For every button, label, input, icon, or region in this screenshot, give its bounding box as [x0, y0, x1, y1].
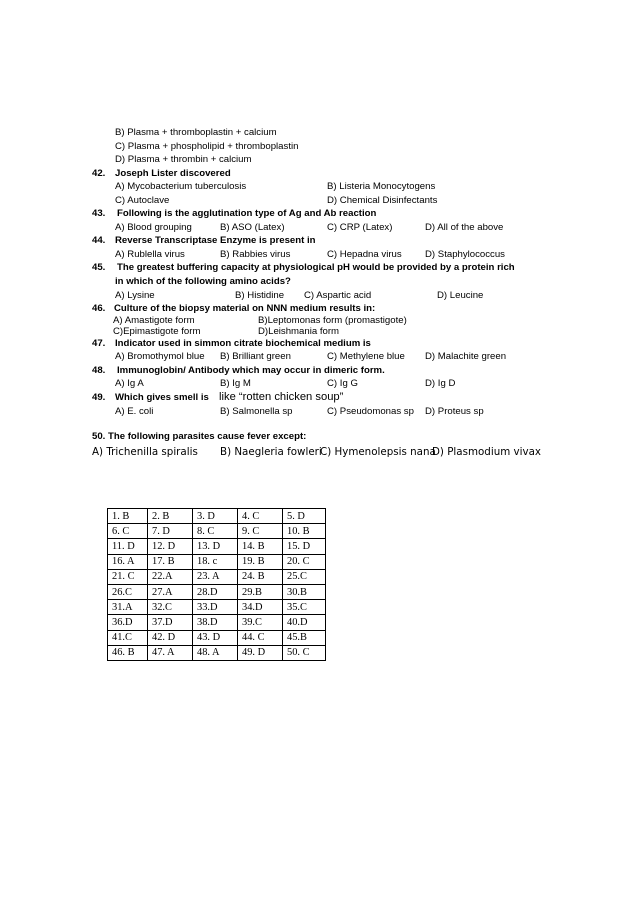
q45-text-line2: in which of the following amino acids? — [115, 276, 291, 287]
answer-key-cell: 13. D — [193, 539, 238, 554]
answer-key-row — [108, 539, 326, 554]
q45-option-b: B) Histidine — [235, 290, 285, 301]
answer-key-cell: 6. C — [108, 524, 148, 539]
answer-key-cell: 37.D — [148, 615, 193, 630]
answer-key-cell: 5. D — [283, 509, 326, 524]
answer-key-cell: 44. C — [238, 630, 283, 645]
answer-key-cell: 10. B — [283, 524, 326, 539]
answer-key-cell: 11. D — [108, 539, 148, 554]
answer-key-cell: 36.D — [108, 615, 148, 630]
q43-option-b: B) ASO (Latex) — [220, 222, 285, 233]
answer-key-cell: 18. c — [193, 554, 238, 569]
answer-key-row — [108, 630, 326, 645]
answer-key-cell: 50. C — [283, 645, 326, 660]
answer-key-row — [108, 600, 326, 615]
q45-option-c: C) Aspartic acid — [304, 290, 372, 301]
answer-key-cell: 4. C — [238, 509, 283, 524]
answer-key-cell: 41.C — [108, 630, 148, 645]
answer-key-cell: 34.D — [238, 600, 283, 615]
q41-option-b: B) Plasma + thromboplastin + calcium — [115, 127, 277, 138]
q49-option-a: A) E. coli — [115, 406, 154, 417]
answer-key-cell: 27.A — [148, 584, 193, 599]
answer-key-cell: 33.D — [193, 600, 238, 615]
q48-option-b: B) Ig M — [220, 378, 251, 389]
answer-key-cell: 7. D — [148, 524, 193, 539]
answer-key-cell: 17. B — [148, 554, 193, 569]
q43-text: Following is the agglutination type of Ag and Ab reaction — [117, 208, 377, 219]
answer-key-row — [108, 509, 326, 524]
q50-option-a: A) Trichenilla spiralis — [92, 446, 198, 458]
answer-key-cell: 48. A — [193, 645, 238, 660]
q46-option-b: B)Leptomonas form (promastigote) — [258, 315, 407, 326]
q44-option-b: B) Rabbies virus — [220, 249, 291, 260]
answer-key-cell: 35.C — [283, 600, 326, 615]
q46-option-c: C)Epimastigote form — [113, 326, 201, 337]
q49-option-b: B) Salmonella sp — [220, 406, 293, 417]
answer-key-cell: 24. B — [238, 569, 283, 584]
q48-option-c: C) Ig G — [327, 378, 358, 389]
answer-key-cell: 19. B — [238, 554, 283, 569]
answer-key-row — [108, 584, 326, 599]
q41-option-c: C) Plasma + phospholipid + thromboplastin — [115, 141, 299, 152]
q48-number: 48. — [92, 365, 106, 376]
q45-number: 45. — [92, 262, 106, 273]
answer-key-cell: 28.D — [193, 584, 238, 599]
answer-key-row — [108, 569, 326, 584]
q49-text-tail: like “rotten chicken soup” — [219, 391, 344, 403]
q45-text: The greatest buffering capacity at physiological pH would be provided by a protein rich — [117, 262, 515, 273]
answer-key-cell: 22.A — [148, 569, 193, 584]
answer-key-cell: 15. D — [283, 539, 326, 554]
answer-key-cell: 42. D — [148, 630, 193, 645]
answer-key-row — [108, 554, 326, 569]
q44-number: 44. — [92, 235, 106, 246]
answer-key-cell: 16. A — [108, 554, 148, 569]
answer-key-cell: 31.A — [108, 600, 148, 615]
q48-text: Immunoglobin/ Antibody which may occur in dimeric form. — [117, 365, 385, 376]
answer-key-cell: 21. C — [108, 569, 148, 584]
answer-key-cell: 8. C — [193, 524, 238, 539]
q42-text: Joseph Lister discovered — [115, 168, 231, 179]
answer-key-cell: 1. B — [108, 509, 148, 524]
answer-key-row — [108, 524, 326, 539]
q47-number: 47. — [92, 338, 106, 349]
answer-key-cell: 45.B — [283, 630, 326, 645]
answer-key-cell: 32.C — [148, 600, 193, 615]
q47-option-b: B) Brilliant green — [220, 351, 291, 362]
answer-key-cell: 14. B — [238, 539, 283, 554]
q47-option-c: C) Methylene blue — [327, 351, 405, 362]
q46-number: 46. — [92, 303, 106, 314]
answer-key-row — [108, 645, 326, 660]
answer-key-cell: 20. C — [283, 554, 326, 569]
q45-option-d: D) Leucine — [437, 290, 484, 301]
answer-key-cell: 39.C — [238, 615, 283, 630]
answer-key-row — [108, 615, 326, 630]
q49-number: 49. — [92, 392, 106, 403]
q49-option-d: D) Proteus sp — [425, 406, 484, 417]
q43-number: 43. — [92, 208, 106, 219]
answer-key-cell: 43. D — [193, 630, 238, 645]
answer-key-cell: 25.C — [283, 569, 326, 584]
q45-option-a: A) Lysine — [115, 290, 155, 301]
q42-option-c: C) Autoclave — [115, 195, 170, 206]
q43-option-c: C) CRP (Latex) — [327, 222, 393, 233]
q43-option-a: A) Blood grouping — [115, 222, 192, 233]
q49-option-c: C) Pseudomonas sp — [327, 406, 414, 417]
answer-key-table — [107, 508, 326, 661]
answer-key-cell: 38.D — [193, 615, 238, 630]
answer-key-cell: 40.D — [283, 615, 326, 630]
q46-text: Culture of the biopsy material on NNN medium results in: — [114, 303, 376, 314]
answer-key-cell: 26.C — [108, 584, 148, 599]
q47-option-a: A) Bromothymol blue — [115, 351, 205, 362]
q44-option-c: C) Hepadna virus — [327, 249, 402, 260]
answer-key-cell: 49. D — [238, 645, 283, 660]
answer-key-cell: 23. A — [193, 569, 238, 584]
q48-option-d: D) Ig D — [425, 378, 456, 389]
q48-option-a: A) Ig A — [115, 378, 144, 389]
q47-option-d: D) Malachite green — [425, 351, 507, 362]
q49-text: Which gives smell is — [115, 392, 209, 403]
q44-option-d: D) Staphylococcus — [425, 249, 505, 260]
q50-option-b: B) Naegleria fowleri — [220, 446, 322, 458]
answer-key-cell: 12. D — [148, 539, 193, 554]
q42-option-a: A) Mycobacterium tuberculosis — [115, 181, 247, 192]
answer-key-cell: 2. B — [148, 509, 193, 524]
q46-option-a: A) Amastigote form — [113, 315, 195, 326]
answer-key-cell: 47. A — [148, 645, 193, 660]
q50-option-c: C) Hymenolepsis nana — [320, 446, 436, 458]
q44-text: Reverse Transcriptase Enzyme is present in — [115, 235, 316, 246]
answer-key-cell: 9. C — [238, 524, 283, 539]
q50-text: 50. The following parasites cause fever except: — [92, 431, 307, 442]
answer-key-cell: 46. B — [108, 645, 148, 660]
answer-key-cell: 3. D — [193, 509, 238, 524]
q42-option-b: B) Listeria Monocytogens — [327, 181, 436, 192]
q47-text: Indicator used in simmon citrate biochemical medium is — [115, 338, 371, 349]
q44-option-a: A) Rublella virus — [115, 249, 185, 260]
q50-option-d: D) Plasmodium vivax — [432, 446, 541, 458]
q41-option-d: D) Plasma + thrombin + calcium — [115, 154, 252, 165]
q42-number: 42. — [92, 168, 106, 179]
answer-key-cell: 29.B — [238, 584, 283, 599]
q43-option-d: D) All of the above — [425, 222, 504, 233]
q46-option-d: D)Leishmania form — [258, 326, 340, 337]
answer-key-cell: 30.B — [283, 584, 326, 599]
q42-option-d: D) Chemical Disinfectants — [327, 195, 438, 206]
